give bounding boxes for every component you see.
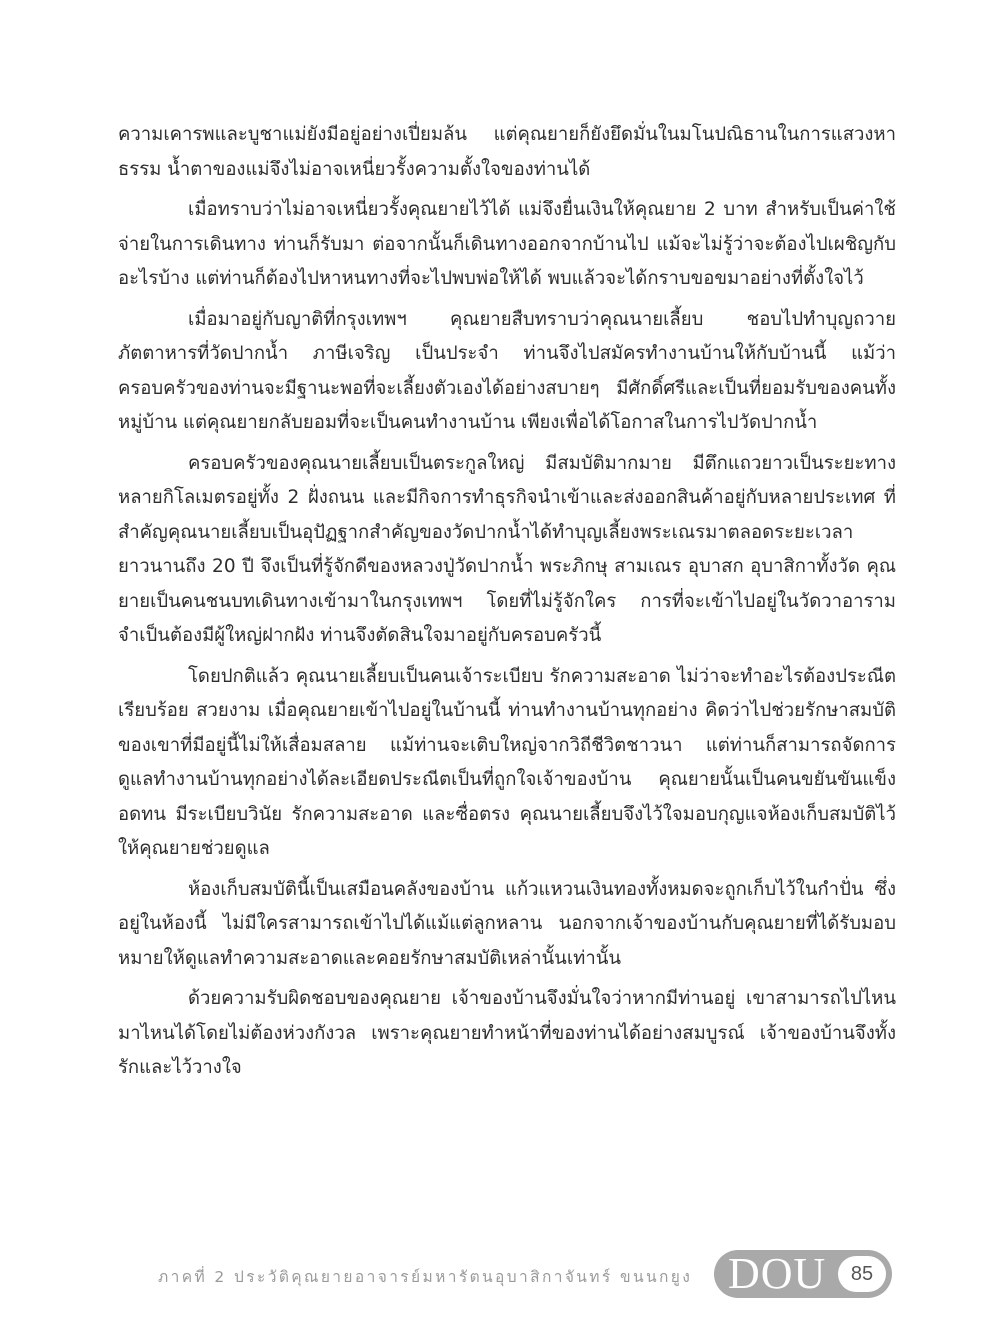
footer-caption: ภาคที่ 2 ประวัติคุณยายอาจารย์มหารัตนอุบาสิกาจันทร์ ขนนกยูง: [158, 1268, 693, 1286]
body-text: [118, 118, 896, 1092]
paragraph-2: เมื่อทราบว่าไม่อาจเหนี่ยวรั้งคุณยายไว้ได้ แม่จึงยื่นเงินให้คุณยาย 2 บาท สำหรับเป็นค่าใช้จ่ายในการเดินทาง ท่านก็รับมา ต่อจากนั้นก็เดินทางออกจากบ้านไป แม้จะไม่รู้ว่าจะต้องไปเผชิญกับอะไรบ้าง แต่ท่านก็ต้องไปหาหนทางที่จะไปพบพ่อให้ได้ พบแล้วจะได้กราบขอขมาอย่างที่ตั้งใจไว้: [118, 199, 896, 289]
dou-logo: DOU: [728, 1249, 827, 1298]
page-number: 85: [838, 1256, 886, 1292]
paragraph-4: ครอบครัวของคุณนายเลี้ยบเป็นตระกูลใหญ่ มีสมบัติมากมาย มีตึกแถวยาวเป็นระยะทางหลายกิโลเมตรอยู่ทั้ง 2 ฝั่งถนน และมีกิจการทำธุรกิจนำเข้าและส่งออกสินค้าอยู่กับหลายประเทศ ที่สำคัญคุณนายเลี้ยบเป็นอุปัฏฐากสำคัญของวัดปากน้ำได้ทำบุญเลี้ยงพระเณรมาตลอดระยะเวลายาวนานถึง 20 ปี จึงเป็นที่รู้จักดีของหลวงปู่วัดปากน้ำ พระภิกษุ สามเณร อุบาสก อุบาสิกาทั้งวัด คุณยายเป็นคนชนบทเดินทางเข้ามาในกรุงเทพฯ โดยที่ไม่รู้จักใคร การที่จะเข้าไปอยู่ในวัดวาอารามจำเป็นต้องมีผู้ใหญ่ฝากฝัง ท่านจึงตัดสินใจมาอยู่กับครอบครัวนี้: [118, 452, 896, 646]
paragraph-5: โดยปกติแล้ว คุณนายเลี้ยบเป็นคนเจ้าระเบียบ รักความสะอาด ไม่ว่าจะทำอะไรต้องประณีตเรียบร้อย สวยงาม เมื่อคุณยายเข้าไปอยู่ในบ้านนี้ ท่านทำงานบ้านทุกอย่าง คิดว่าไปช่วยรักษาสมบัติของเขาที่มีอยู่นี้ไม่ให้เสื่อมสลาย แม้ท่านจะเติบใหญ่จากวิถีชีวิตชาวนา แต่ท่านก็สามารถจัดการดูแลทำงานบ้านทุกอย่างได้ละเอียดประณีตเป็นที่ถูกใจเจ้าของบ้าน คุณยายนั้นเป็นคนขยันขันแข็ง อดทน มีระเบียบวินัย รักความสะอาด และซื่อตรง คุณนายเลี้ยบจึงไว้ใจมอบกุญแจห้องเก็บสมบัติไว้ให้คุณยายช่วยดูแล: [118, 665, 896, 859]
paragraph-1: ความเคารพและบูชาแม่ยังมีอยู่อย่างเปี่ยมล้น แต่คุณยายก็ยังยึดมั่นในมโนปณิธานในการแสวงหาธรรม น้ำตาของแม่จึงไม่อาจเหนี่ยวรั้งความตั้งใจของท่านได้: [118, 124, 896, 180]
paragraph-6: ห้องเก็บสมบัตินี้เป็นเสมือนคลังของบ้าน แก้วแหวนเงินทองทั้งหมดจะถูกเก็บไว้ในกำปั่น ซึ่งอยู่ในห้องนี้ ไม่มีใครสามารถเข้าไปได้แม้แต่ลูกหลาน นอกจากเจ้าของบ้านกับคุณยายที่ได้รับมอบหมายให้ดูแลทำความสะอาดและคอยรักษาสมบัติเหล่านั้นเท่านั้น: [118, 878, 896, 969]
page-footer: [150, 1250, 895, 1300]
page-badge: [714, 1250, 892, 1298]
paragraph-7: ด้วยความรับผิดชอบของคุณยาย เจ้าของบ้านจึงมั่นใจว่าหากมีท่านอยู่ เขาสามารถไปไหนมาไหนได้โดยไม่ต้องห่วงกังวล เพราะคุณยายทำหน้าที่ของท่านได้อย่างสมบูรณ์ เจ้าของบ้านจึงทั้งรักและไว้วางใจ: [118, 988, 896, 1078]
paragraph-3: เมื่อมาอยู่กับญาติที่กรุงเทพฯ คุณยายสืบทราบว่าคุณนายเลี้ยบ ชอบไปทำบุญถวายภัตตาหารที่วัดปากน้ำ ภาษีเจริญ เป็นประจำ ท่านจึงไปสมัครทำงานบ้านให้กับบ้านนี้ แม้ว่าครอบครัวของท่านจะมีฐานะพอที่จะเลี้ยงตัวเองได้อย่างสบายๆ มีศักดิ์ศรีและเป็นที่ยอมรับของคนทั้งหมู่บ้าน แต่คุณยายกลับยอมที่จะเป็นคนทำงานบ้าน เพียงเพื่อได้โอกาสในการไปวัดปากน้ำ: [118, 308, 896, 433]
